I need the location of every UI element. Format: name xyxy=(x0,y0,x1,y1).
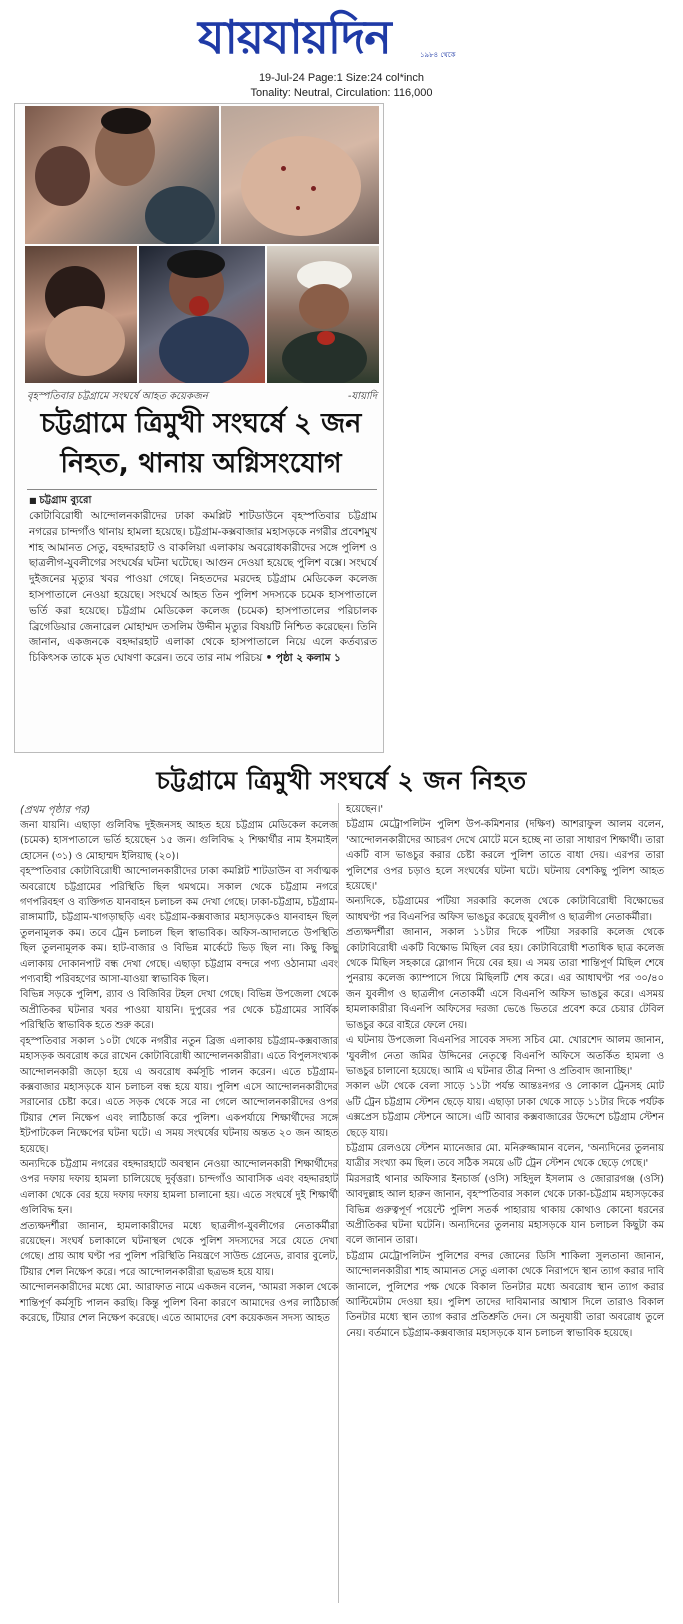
jump-line: • পৃষ্ঠা ২ কলাম ১ xyxy=(265,652,341,665)
paragraph: চট্টগ্রাম মেট্রোপলিটন পুলিশ উপ-কমিশনার (দক্ষিণ) আশরাফুল আলম বলেন, 'আন্দোলনকারীদের আচরণ দেখে মোটে মনে হচ্ছে না তারা সাধারণ শিক্ষার্থী। তারা একটি বাস ভাঙচুর করার চেষ্টা করলে পুলিশ তাতে বাধা দেয়। এরপর তারা পুলিশের ওপর চড়াও হলে সংঘর্ষের ঘটনা ঘটে। ঘটনায় বেশকিছু পুলিশ আহত হয়েছে।' xyxy=(346,819,664,893)
paragraph: বিভিন্ন সড়কে পুলিশ, র‍্যাব ও বিজিবির টহল দেখা গেছে। বিভিন্ন উপজেলা থেকে অপ্রীতিকর ঘটনার খবর পাওয়া যায়নি। দুপুরের পর থেকে চট্টগ্রামের সার্বিক পরিস্থিতি স্বাভাবিক হতে শুরু করে। xyxy=(20,989,338,1032)
paragraph: জনা যায়নি। এছাড়া গুলিবিদ্ধ দুইজনসহ আহত হয়ে চট্টগ্রাম মেডিকেল কলেজ (চমেক) হাসপাতালে ভর্তি হয়েছেন ১৫ জন। গুলিবিদ্ধ ২ শিক্ষার্থীর নাম ইসমাইল হোসেন (৩১) ও মোহাম্মদ ইলিয়াছ (২০)। xyxy=(20,820,338,862)
paragraph: বৃহস্পতিবার কোটাবিরোধী আন্দোলনকারীদের ঢাকা কমপ্লিট শাটডাউন বা সর্বাত্মক অবরোধে চট্টগ্রামের পরিস্থিতি ছিল থমথমে। সকাল থেকে চট্টগ্রাম নগরে গণপরিবহণ ও ব্যক্তিগত যানবাহন চলাচল কম দেখা গেছে। ঢাকা-চট্টগ্রাম, চট্টগ্রাম-রাঙ্গামাটি, চট্টগ্রাম-খাগড়াছড়ি এবং চট্টগ্রাম-কক্সবাজার মহাসড়কেও যানবাহন ছিল তুলনামূলক কম। তবে ট্রেন চলাচল ছিল স্বাভাবিক। অফিস-আদালতে উপস্থিতি ছিল তুলনামূলক কম। হাট-বাজার ও বিভিন্ন মার্কেটে ভিড় ছিল না। কিছু কিছু এলাকায় দোকানপাট বন্ধ দেখা গেছে। এছাড়া চট্টগ্রাম বন্দরে পণ্য ওঠানামা এবং পণ্যবাহী পরিবহণের আসা-যাওয়া স্বাভাবিক ছিল। xyxy=(20,866,338,986)
paragraph: সকাল ৬টা থেকে বেলা সাড়ে ১১টা পর্যন্ত আন্তঃনগর ও লোকাল ট্রেনসহ মোট ৬টি ট্রেন চট্টগ্রাম স্টেশন ছেড়ে যায়। এছাড়া ঢাকা থেকে সাড়ে ১১টার দিকে পর্যটক এক্সপ্রেস চট্টগ্রাম স্টেশনে আসে। এটি আবার কক্সবাজারের উদ্দেশে চট্টগ্রাম স্টেশন ছেড়ে যায়। xyxy=(346,1081,664,1139)
photo-credit: -যায়াদি xyxy=(347,391,377,402)
front-page-clipping xyxy=(14,103,384,753)
byline: ■ চট্টগ্রাম ব্যুরো xyxy=(29,493,91,510)
photo-bandaged-head xyxy=(267,246,379,383)
paragraph: চট্টগ্রাম মেট্রোপলিটন পুলিশের বন্দর জোনের ডিসি শাকিলা সুলতানা জানান, আন্দোলনকারীরা শাহ আমানত সেতু এলাকা থেকে নিরাপদে স্থান ত্যাগ করার দাবি জানালে, পুলিশের পক্ষ থেকে বিকাল তিনটার মধ্যে অবরোধ স্থান ত্যাগ করার আল্টিমেটাম দেওয়া হয়। পুলিশ তাদের দাবিমানার আশ্বাস দিলে তারাও বিকাল তিনটার মধ্যে স্থান ত্যাগ করার প্রতিশ্রুতি দেন। সে অনুযায়ী তারা অবরোধ তুলে নেয়। বর্তমানে চট্টগ্রাম-কক্সবাজার মহাসড়কে যান চলাচল স্বাভাবিক হয়েছে। xyxy=(346,1250,664,1339)
paragraph: চট্টগ্রাম রেলওয়ে স্টেশন ম্যানেজার মো. মনিরুজ্জামান বলেন, 'অন্যদিনের তুলনায় যাত্রীর সংখ্যা কম ছিল। তবে সঠিক সময়ে ৬টি ট্রেন স্টেশন থেকে ছেড়ে গেছে।' xyxy=(346,1142,664,1170)
paragraph: বৃহস্পতিবার সকাল ১০টা থেকে নগরীর নতুন ব্রিজ এলাকায় চট্টগ্রাম-কক্সবাজার মহাসড়ক অবরোধ করে রাখেন কোটাবিরোধী আন্দোলনকারীরা। এতে বিপুলসংখ্যক আন্দোলনকারী জড়ো হয়ে এ অবরোধ কর্মসূচি পালন করেন। এতে চট্টগ্রাম-কক্সবাজার মহাসড়কে যান চলাচল বন্ধ হয়ে যায়। পুলিশ এসে আন্দোলনকারীদের সরানোর চেষ্টা করে। এতে সড়ক থেকে সরে না গেলে আন্দোলনকারীদের ওপর টিয়ার শেল নিক্ষেপ এবং লাঠিচার্জ করে পুলিশ। একপর্যায়ে শিক্ষার্থীদের সঙ্গে ইটপাটকেল নিক্ষেপের ঘটনা ঘটে। এ সময় সংঘর্ষের ঘটনায় অন্তত ২০ জন আহত হয়েছে। xyxy=(20,1035,338,1155)
front-story-text: কোটাবিরোধী আন্দোলনকারীদের ঢাকা কমপ্লিট শাটডাউনে বৃহস্পতিবার চট্টগ্রাম নগরের চান্দগাঁও থানায় হামলা হয়েছে। চট্টগ্রাম-কক্সবাজার মহাসড়কে নগরীর প্রবেশমুখ শাহ আমানত সেতু, বহদ্দারহাট ও বাকলিয়া এলাকায় অবরোধকারীদের সঙ্গে পুলিশ ও ছাত্রলীগ-যুবলীগের সংঘর্ষের ঘটনা ঘটেছে। আগুন দেওয়া হয়েছে পুলিশ বক্সে। সংঘর্ষে দুইজনের মৃত্যুর খবর পাওয়া গেছে। নিহতদের মরদেহ চট্টগ্রাম মেডিকেল কলেজ হাসপাতালে নেওয়া হয়েছে। সংঘর্ষে আহত তিন পুলিশ সদস্যকে চমেক হাসপাতালে ভর্তি করা হয়েছে। চট্টগ্রাম মেডিকেল কলেজ (চমেক) হাসপাতালের পরিচালক ব্রিগেডিয়ার জেনারেল মোহাম্মদ তসলিম উদ্দীন মৃত্যুর বিষয়টি নিশ্চিত করেছেন। তিনি জানান, একজনকে বহদ্দারহাট এলাকা থেকে হাসপাতালে নিয়ে এলে কর্তব্যরত চিকিৎসক তাকে মৃত ঘোষণা করেন। তবে তার নাম পরিচয় xyxy=(29,510,377,665)
paragraph: হয়েছেন।' xyxy=(346,804,384,815)
front-headline: চট্টগ্রামে ত্রিমুখী সংঘর্ষে ২ জন নিহত, থানায় অগ্নিসংযোগ xyxy=(40,408,362,479)
paragraph: প্রত্যক্ষদর্শীরা জানান, হামলাকারীদের মধ্যে ছাত্রলীগ-যুবলীগের নেতাকর্মীরা রয়েছেন। সংঘর্ষ চলাকালে ঘটনাস্থল থেকে পুলিশ সদস্যদের সরে যেতে দেখা গেছে। প্রায় আধ ঘণ্টা পর পুলিশ পরিস্থিতি নিয়ন্ত্রণে সাউন্ড গ্রেনেড, রাবার বুলেট, টিয়ার শেল নিক্ষেপ করে। পরে আন্দোলনকারীরা ছত্রভঙ্গ হয়ে যায়। xyxy=(20,1220,338,1278)
photo-injured-man-selfie xyxy=(25,106,219,244)
clipping-meta-circulation: Tonality: Neutral, Circulation: 116,000 xyxy=(250,87,433,99)
masthead xyxy=(0,0,683,100)
headline-divider xyxy=(27,489,377,490)
photo-wounded-back xyxy=(221,106,379,244)
paragraph: প্রত্যক্ষদর্শীরা জানান, সকাল ১১টার দিকে পটিয়া সরকারি কলেজ থেকে কোটাবিরোধী একটি বিক্ষোভ মিছিল বের হয়। কোটাবিরোধী শতাধিক ছাত্র কলেজ থেকে মিছিল সহকারে স্লোগান দিয়ে বের হয়। এ সময় তারা শান্তিপূর্ণ মিছিল শেষে পুনরায় কলেজ ক্যাম্পাসে গিয়ে মিছিলটি শেষ করে। এর আধাঘণ্টা পর ৩০/৪০ জন যুবলীগ ও ছাত্রলীগ নেতাকর্মী এসে বিএনপি অফিস ভাঙচুর করে। এসময় হামলাকারীরা বিএনপি অফিসের দরজা ভেঙে ভিতরে প্রবেশ করে চেয়ার টেবিল ভাঙচুর করে বাইরে ফেলে দেয়। xyxy=(346,927,664,1031)
photo-collage xyxy=(25,106,379,383)
continued-from-label: (প্রথম পৃষ্ঠার পর) xyxy=(20,804,91,816)
clipping-meta-date: 19-Jul-24 Page:1 Size:24 col*inch xyxy=(258,72,425,84)
photo-injured-youth-bleeding xyxy=(139,246,265,383)
photo-injured-shoulder xyxy=(25,246,137,383)
paragraph: অন্যদিকে চট্টগ্রাম নগরের বহদ্দারহাটে অবস্থান নেওয়া আন্দোলনকারী শিক্ষার্থীদের ওপর দফায় দফায় হামলা চালিয়েছে দুর্বৃত্তরা। চান্দগাঁও আবাসিক এবং বহদ্দারহাট এলাকা থেকে বের হয়ে দফায় দফায় হামলা চালানো হয়। এতে সংঘর্ষে দুই শিক্ষার্থী গুলিবিদ্ধ হন। xyxy=(20,1158,338,1217)
paragraph: আন্দোলনকারীদের মধ্যে মো. আরাফাত নামে একজন বলেন, 'আমরা সকাল থেকে শান্তিপূর্ণ কর্মসূচি পালন করছি। কিন্তু পুলিশ বিনা কারণে আমাদের ওপর লাঠিচার্জ করেছে, টিয়ার শেল নিক্ষেপ করেছে। এতে আমাদের বেশ কয়েকজন সদস্য আহত xyxy=(20,1282,338,1324)
continuation-left-column xyxy=(20,818,338,1326)
paragraph: মিরসরাই থানার অফিসার ইনচার্জ (ওসি) সহিদুল ইসলাম ও জোরারগঞ্জ (ওসি) আবদুল্লাহ আল হারুন জানান, বৃহস্পতিবার সকাল থেকে ঢাকা-চট্টগ্রাম মহাসড়কের বিভিন্ন গুরুত্বপূর্ণ পয়েন্টে পুলিশ সতর্ক পাহারায় থাকায় কোথাও কোনো ধরনের অপ্রীতিকর ঘটনা ঘটেনি। অন্যদিনের তুলনায় মহাসড়কে যান চলাচল কিছুটা কম বলে জানান তারা। xyxy=(346,1173,664,1247)
caption-text: বৃহস্পতিবার চট্টগ্রামে সংঘর্ষে আহত কয়েকজন xyxy=(27,391,208,402)
logo-text: যায়যায়দিন xyxy=(198,10,391,64)
paragraph: অন্যদিকে, চট্টগ্রামের পটিয়া সরকারি কলেজ থেকে কোটাবিরোধী বিক্ষোভের আধঘণ্টা পর বিএনপির অফিস ভাঙচুর করেছে যুবলীগ ও ছাত্রলীগ নেতাকর্মীরা। xyxy=(346,896,664,923)
logo-tagline: ১৯৮৪ থেকে xyxy=(420,51,456,59)
paragraph: এ ঘটনায় উপজেলা বিএনপির সাবেক সদস্য সচিব মো. খোরশেদ আলম জানান, 'যুবলীগ নেতা জমির উদ্দিনের নেতৃত্বে বিএনপি অফিসে অতর্কিত হামলা ও ভাঙচুর চালানো হয়েছে। আমি এ ঘটনার তীব্র নিন্দা ও প্রতিবাদ জানাচ্ছি।' xyxy=(346,1035,664,1077)
front-story-body xyxy=(29,509,377,667)
column-divider xyxy=(338,803,339,1603)
continuation-headline: চট্টগ্রামে ত্রিমুখী সংঘর্ষে ২ জন নিহত xyxy=(156,766,527,795)
continuation-right-column xyxy=(346,802,664,1341)
